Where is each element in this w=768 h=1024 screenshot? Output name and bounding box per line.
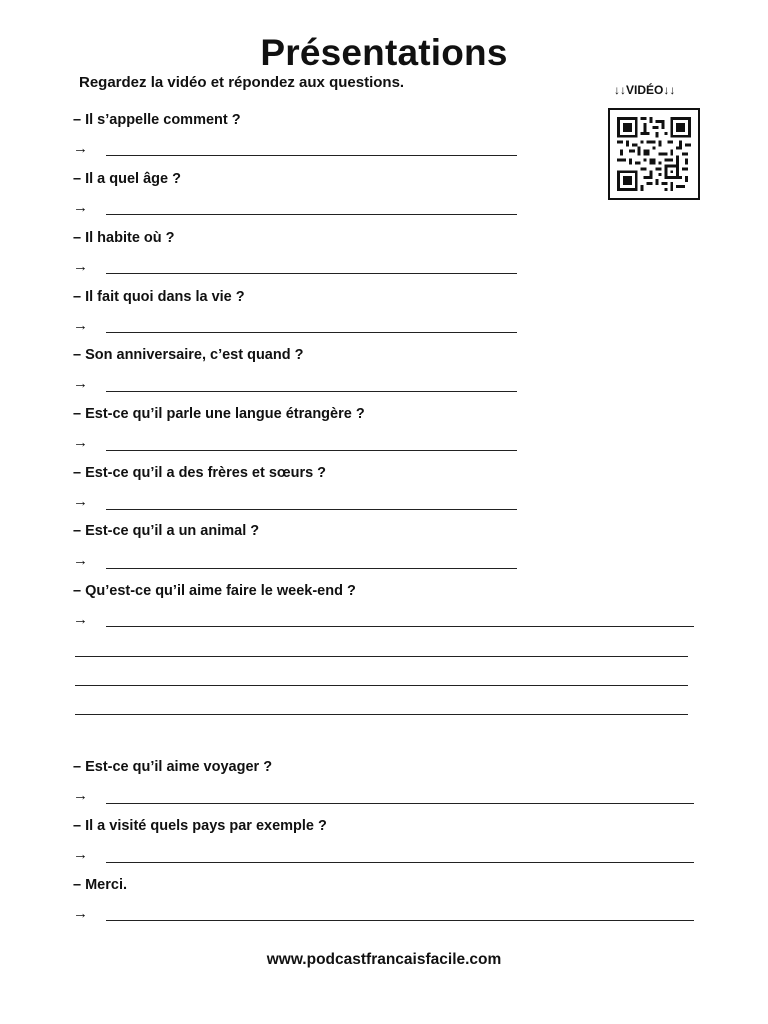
- answer-line[interactable]: [106, 803, 694, 804]
- answer-line[interactable]: [106, 332, 517, 333]
- answer-line[interactable]: [75, 656, 688, 657]
- question-text: – Est-ce qu’il aime voyager ?: [73, 759, 273, 775]
- question-text: – Est-ce qu’il parle une langue étrangère ?: [73, 406, 365, 422]
- arrow-icon: →: [73, 434, 88, 451]
- answer-line[interactable]: [106, 862, 694, 863]
- answer-line[interactable]: [106, 273, 517, 274]
- answer-line[interactable]: [75, 685, 688, 686]
- instruction-text: Regardez la vidéo et répondez aux questions.: [79, 74, 405, 91]
- page-title: Présentations: [260, 32, 508, 73]
- answer-line[interactable]: [106, 450, 517, 451]
- arrow-icon: →: [73, 258, 88, 275]
- answer-line[interactable]: [106, 155, 517, 156]
- question-text: – Merci.: [73, 877, 127, 893]
- question-text: – Il habite où ?: [73, 230, 175, 246]
- arrow-icon: →: [73, 611, 88, 628]
- website-link[interactable]: www.podcastfrancaisfacile.com: [266, 951, 502, 968]
- question-text: – Il s’appelle comment ?: [73, 112, 241, 128]
- question-text: – Est-ce qu’il a un animal ?: [73, 523, 260, 539]
- question-text: – Son anniversaire, c’est quand ?: [73, 347, 304, 363]
- arrow-icon: →: [73, 140, 88, 157]
- video-label: ↓↓VIDÉO↓↓: [614, 83, 676, 97]
- arrow-icon: →: [73, 905, 88, 922]
- answer-line[interactable]: [106, 626, 694, 627]
- arrow-icon: →: [73, 846, 88, 863]
- arrow-icon: →: [73, 493, 88, 510]
- arrow-icon: →: [73, 552, 88, 569]
- answer-line[interactable]: [106, 391, 517, 392]
- question-text: – Il a visité quels pays par exemple ?: [73, 818, 327, 834]
- answer-line[interactable]: [106, 214, 517, 215]
- arrow-icon: →: [73, 199, 88, 216]
- qr-code[interactable]: [608, 108, 700, 200]
- answer-line[interactable]: [106, 920, 694, 921]
- arrow-icon: →: [73, 787, 88, 804]
- answer-line[interactable]: [106, 568, 517, 569]
- answer-line[interactable]: [106, 509, 517, 510]
- question-text: – Il a quel âge ?: [73, 171, 181, 187]
- question-text: – Qu’est-ce qu’il aime faire le week-end ?: [73, 583, 356, 599]
- arrow-icon: →: [73, 317, 88, 334]
- answer-line[interactable]: [75, 714, 688, 715]
- arrow-icon: →: [73, 375, 88, 392]
- question-text: – Est-ce qu’il a des frères et sœurs ?: [73, 465, 327, 481]
- qr-code-icon: [617, 117, 691, 191]
- question-text: – Il fait quoi dans la vie ?: [73, 289, 245, 305]
